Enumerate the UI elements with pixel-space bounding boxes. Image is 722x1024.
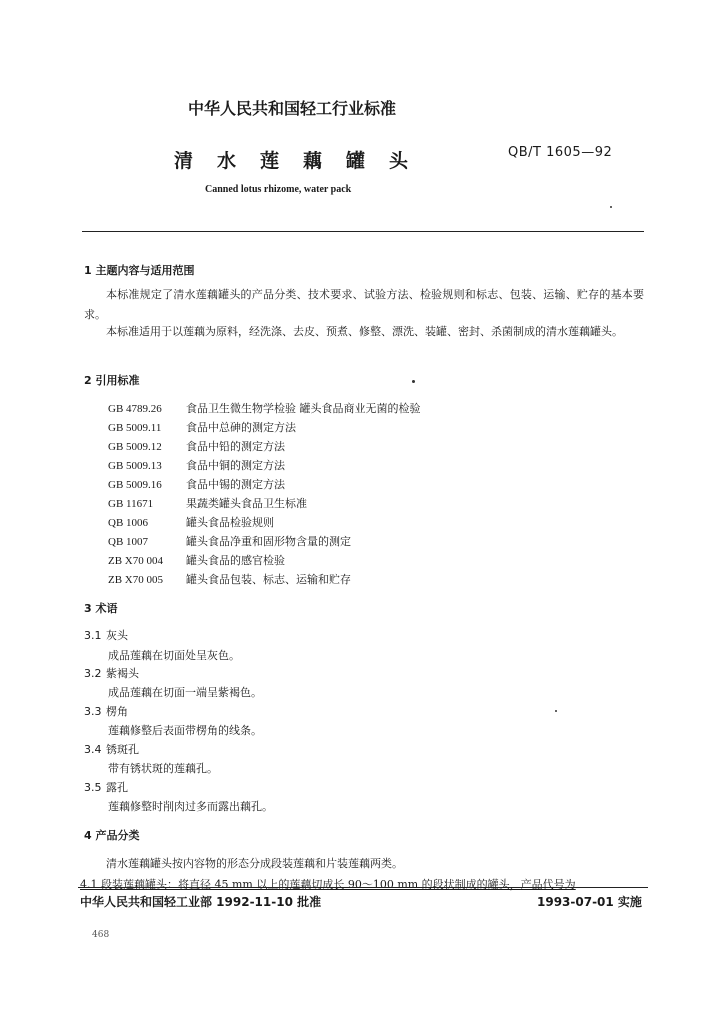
term-number: 3.4 [84, 743, 102, 756]
term-number: 3.3 [84, 705, 102, 718]
reference-item [108, 571, 351, 587]
scan-speck [610, 206, 612, 208]
term-number: 3.2 [84, 667, 102, 680]
approval-line: 中华人民共和国轻工业部 1992-11-10 批准 [80, 895, 322, 909]
reference-code: GB 5009.13 [108, 460, 162, 472]
reference-code: ZB X70 005 [108, 574, 163, 586]
reference-item [108, 400, 421, 416]
document-title: 清水莲藕罐头 [174, 150, 433, 172]
section-1-paragraph-2: 本标准适用于以莲藕为原料，经洗涤、去皮、预煮、修整、漂洗、装罐、密封、杀菌制成的清水莲藕罐头。 [106, 325, 623, 338]
effective-date: 1993-07-01 实施 [537, 895, 642, 909]
section-1-paragraph-1: 本标准规定了清水莲藕罐头的产品分类、技术要求、试验方法、检验规则和标志、包装、运输、贮存的基本要求。 [84, 288, 644, 321]
reference-code: GB 4789.26 [108, 403, 162, 415]
term-entry [84, 627, 128, 643]
industry-standard-heading: 中华人民共和国轻工行业标准 [188, 99, 397, 118]
reference-title: 罐头食品包装、标志、运输和贮存 [186, 573, 351, 586]
term-entry [84, 665, 139, 681]
reference-code: GB 5009.12 [108, 441, 162, 453]
term-definition: 成品莲藕在切面一端呈紫褐色。 [108, 686, 262, 699]
term-number: 3.1 [84, 629, 102, 642]
term-entry [84, 703, 128, 719]
reference-title: 果蔬类罐头食品卫生标准 [186, 497, 307, 510]
reference-item [108, 476, 285, 492]
standard-code: QB/T 1605—92 [508, 145, 613, 160]
reference-code: QB 1007 [108, 536, 149, 548]
reference-item [108, 419, 296, 435]
section-1-heading: 1 主题内容与适用范围 [84, 264, 195, 277]
reference-title: 食品中铜的测定方法 [186, 459, 285, 472]
reference-item [108, 495, 307, 511]
scan-speck [555, 710, 557, 712]
term-name: 锈斑孔 [106, 743, 139, 756]
reference-code: QB 1006 [108, 517, 149, 529]
reference-title: 罐头食品净重和固形物含量的测定 [186, 535, 351, 548]
reference-code: GB 5009.16 [108, 479, 162, 491]
scan-speck [412, 380, 415, 383]
section-4-paragraph: 清水莲藕罐头按内容物的形态分成段装莲藕和片装莲藕两类。 [106, 857, 403, 870]
reference-code: GB 11671 [108, 498, 154, 510]
term-definition: 成品莲藕在切面处呈灰色。 [108, 649, 240, 662]
term-name: 紫褐头 [106, 667, 139, 680]
reference-item [108, 438, 285, 454]
term-definition: 带有锈状斑的莲藕孔。 [108, 762, 218, 775]
header-rule [82, 231, 644, 232]
reference-item [108, 457, 285, 473]
english-subtitle: Canned lotus rhizome, water pack [205, 184, 352, 195]
reference-title: 罐头食品的感官检验 [186, 554, 285, 567]
reference-item [108, 533, 351, 549]
term-definition: 莲藕修整时削肉过多而露出藕孔。 [108, 800, 273, 813]
clause-4-1: 4.1 段装莲藕罐头：将直径 45 mm 以上的莲藕切成长 90～100 mm 的段状制成的罐头，产品代号为 [80, 878, 576, 891]
term-name: 灰头 [106, 629, 128, 642]
reference-title: 食品卫生微生物学检验 罐头食品商业无菌的检验 [186, 402, 421, 415]
reference-code: GB 5009.11 [108, 422, 162, 434]
term-name: 楞角 [106, 705, 128, 718]
term-entry [84, 779, 128, 795]
term-number: 3.5 [84, 781, 102, 794]
section-4-heading: 4 产品分类 [84, 829, 140, 842]
term-name: 露孔 [106, 781, 128, 794]
page-number: 468 [92, 930, 110, 940]
section-3-heading: 3 术语 [84, 602, 118, 615]
term-entry [84, 741, 139, 757]
reference-title: 罐头食品检验规则 [186, 516, 274, 529]
reference-title: 食品中锡的测定方法 [186, 478, 285, 491]
term-definition: 莲藕修整后表面带楞角的线条。 [108, 724, 262, 737]
footer-rule [78, 887, 648, 888]
reference-item [108, 514, 274, 530]
reference-item [108, 552, 285, 568]
reference-title: 食品中总砷的测定方法 [186, 421, 296, 434]
section-2-heading: 2 引用标准 [84, 374, 140, 387]
reference-code: ZB X70 004 [108, 555, 163, 567]
reference-title: 食品中铅的测定方法 [186, 440, 285, 453]
